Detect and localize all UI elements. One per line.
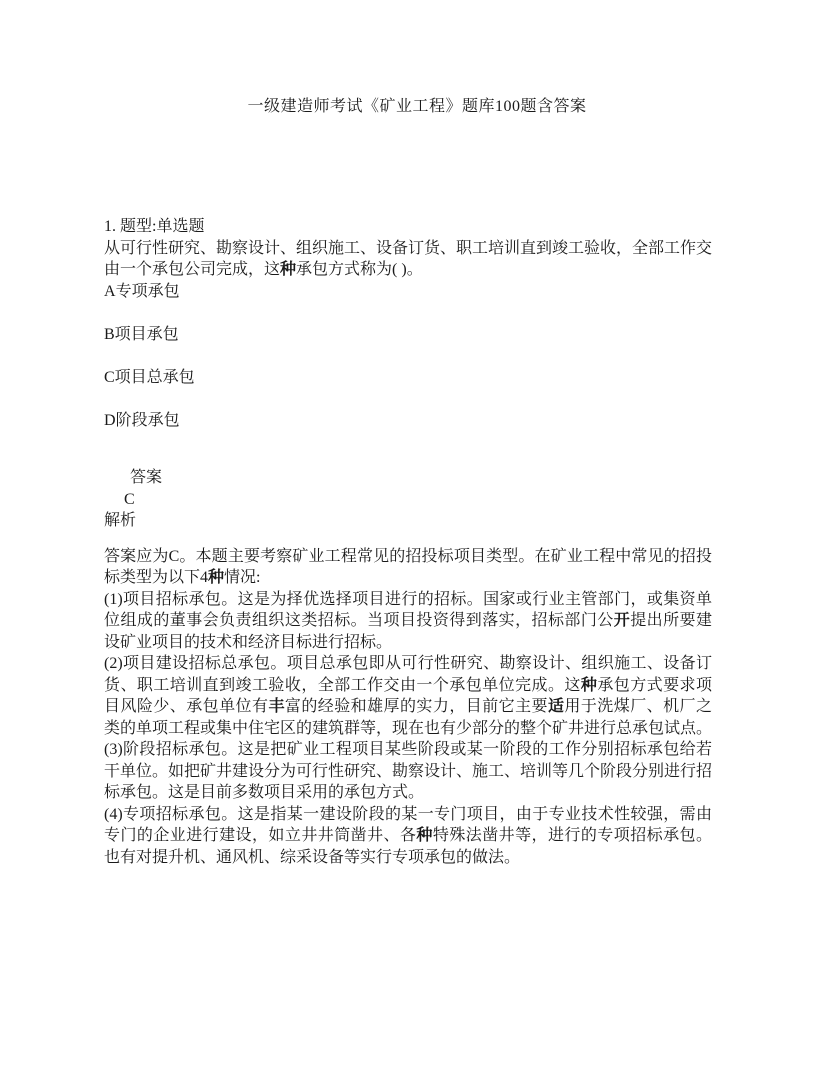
option-d-text: 阶段承包 bbox=[115, 411, 180, 429]
option-d bbox=[104, 410, 712, 432]
bold-text-run: 种 bbox=[280, 261, 297, 278]
option-b-label: B bbox=[104, 325, 115, 343]
text-run: 从可行性研究、勘察设计、组织施工、设备订货、职工培训直到竣工验收，全部工作交由一个承包公司完成，这 bbox=[104, 239, 713, 278]
text-run: (4)专项招标承包。这是指某一建设阶段的某一专门项目，由于专业技术性较强，需由专门的企业进行建设，如立井井筒凿井、各 bbox=[104, 805, 712, 844]
text-run: 特殊法凿井等，进行的专项招标承包。也有对提升机、通风机、综采设备等实行专项承包的做法。 bbox=[104, 827, 712, 866]
analysis-section-label: 解析 bbox=[104, 512, 137, 529]
text-run: 答案应为C。本题主要考察矿业工程常见的招投标项目类型。在矿业工程中常见的招投标类型为以下4 bbox=[104, 547, 712, 586]
question-stem bbox=[104, 238, 712, 281]
analysis-paragraph bbox=[104, 804, 712, 869]
text-run: (3)阶段招标承包。这是把矿业工程项目某些阶段或某一阶段的工作分别招标承包给若干单位。如把矿井建设分为可行性研究、勘察设计、施工、培训等几个阶段分别进行招标承包。这是目前多数项目采用的承包方式。 bbox=[104, 741, 713, 801]
document-title: 一级建造师考试《矿业工程》题库100题含答案 bbox=[247, 98, 587, 115]
bold-text-run: 开 bbox=[613, 612, 631, 629]
option-c-label: C bbox=[104, 368, 115, 386]
bold-text-run: 种 bbox=[580, 676, 598, 694]
bold-text-run: 种 bbox=[416, 827, 433, 844]
analysis-paragraph bbox=[104, 546, 712, 589]
option-c bbox=[104, 367, 712, 389]
text-run: 用于洗煤厂、机厂之类的单项工程或集中住宅区的建筑群等，现在也有少部分的整个矿井进行总承包试点。 bbox=[104, 698, 713, 737]
analysis-paragraph bbox=[104, 589, 712, 654]
analysis-paragraph bbox=[104, 653, 712, 739]
option-b bbox=[104, 324, 712, 346]
analysis-paragraph bbox=[104, 739, 712, 804]
option-a-label: A bbox=[104, 282, 116, 300]
option-a bbox=[104, 281, 712, 303]
text-run: (2)项目建设招标总承包。项目总承包即从可行性研究、勘察设计、组织施工、设备订货、职工培训直到竣工验收，全部工作交由一个承包单位完成。这 bbox=[104, 655, 712, 694]
option-d-label: D bbox=[104, 411, 116, 429]
bold-text-run: 丰 bbox=[268, 698, 285, 715]
text-run: 富的经验和雄厚的实力，目前它主要 bbox=[284, 698, 548, 715]
text-run: 承包方式要求项目风险少、承包单位有 bbox=[104, 676, 712, 715]
answer-section-label: 答案 bbox=[130, 469, 163, 486]
text-run: 承包方式称为( )。 bbox=[296, 261, 423, 278]
answer-value: C bbox=[124, 490, 135, 508]
text-run: 情况: bbox=[224, 569, 261, 586]
answer-section bbox=[104, 467, 712, 532]
text-run: (1)项目招标承包。这是为择优选择项目进行的招标。国家或行业主管部门，或集资单位组成的董事会负责组织这类招标。当项目投资得到落实，招标部门公 bbox=[104, 590, 712, 629]
analysis-section bbox=[104, 546, 712, 869]
question-type-header: 1. 题型:单选题 bbox=[104, 218, 205, 235]
option-a-text: 专项承包 bbox=[115, 282, 180, 300]
bold-text-run: 适 bbox=[547, 698, 565, 715]
text-run: 提出所要建设矿业项目的技术和经济目标进行招标。 bbox=[104, 612, 712, 651]
bold-text-run: 种 bbox=[208, 569, 225, 586]
option-b-text: 项目承包 bbox=[114, 325, 179, 343]
document-content bbox=[104, 216, 712, 868]
option-c-text: 项目总承包 bbox=[114, 368, 195, 386]
